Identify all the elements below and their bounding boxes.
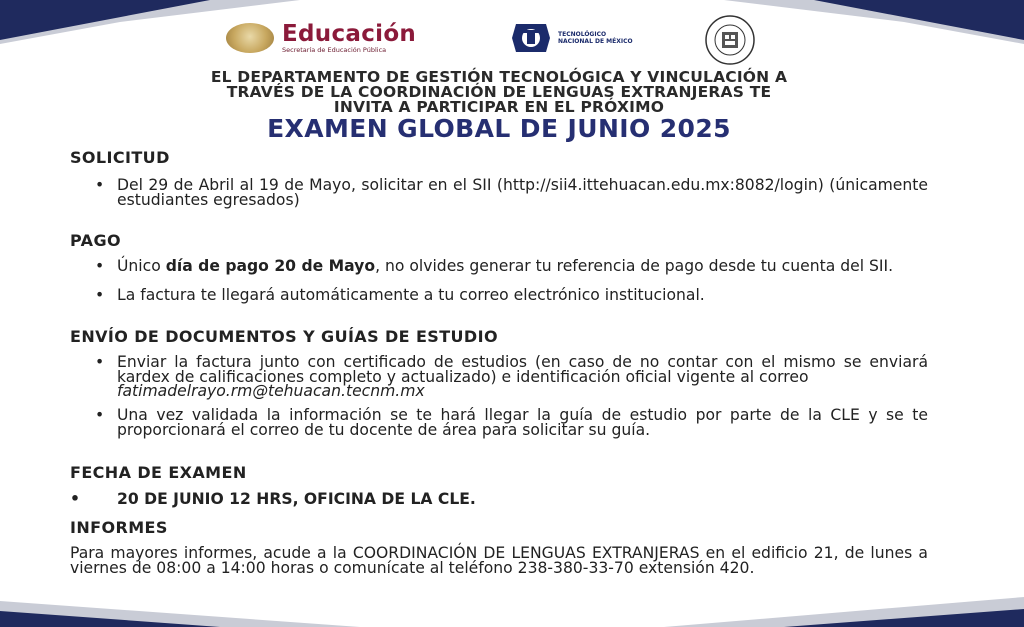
tecnm-line1: TECNOLÓGICO (558, 31, 607, 38)
envio-bullet-1 (95, 355, 928, 399)
intro-line-1: EL DEPARTAMENTO DE GESTIÓN TECNOLÓGICA Y VINCULACIÓN A (210, 68, 788, 86)
solicitud-text: Del 29 de Abril al 19 de Mayo, solicitar en el SII (http://sii4.ittehuacan.edu.mx:8082/login) (únicamente estudiantes egresados) (117, 176, 928, 209)
bottom-left-corner-band (0, 587, 360, 627)
pago-text-1-pre: Único (117, 257, 166, 275)
tecnm-line2: NACIONAL DE MÉXICO (558, 38, 633, 45)
envio-text-2: Una vez validada la información se te hará llegar la guía de estudio por parte de la CLE y se te proporcionará el correo de tu docente de área para solicitar su guía. (117, 406, 928, 439)
intro-line-2: TRAVÉS DE LA COORDINACIÓN DE LENGUAS EXTRANJERAS TE (226, 83, 772, 101)
tecnm-gear-icon (510, 20, 552, 56)
envio-heading: ENVÍO DE DOCUMENTOS Y GUÍAS DE ESTUDIO (70, 327, 498, 346)
bullet-dot: • (70, 490, 80, 508)
fecha-bullet (70, 492, 903, 507)
tecnm-logo (510, 20, 633, 56)
pago-heading: PAGO (70, 231, 121, 250)
pago-text-1-post: , no olvides generar tu referencia de pago desde tu cuenta del SII. (375, 257, 894, 275)
pago-text-2: La factura te llegará automáticamente a tu correo electrónico institucional. (117, 286, 705, 304)
header-logos (0, 14, 1024, 64)
solicitud-heading: SOLICITUD (70, 148, 170, 167)
fecha-heading: FECHA DE EXAMEN (70, 463, 247, 482)
ittehuacan-logo (697, 14, 763, 70)
intro-block (70, 70, 928, 143)
educacion-wordmark: Educación (282, 21, 417, 47)
pago-text-1 (117, 259, 928, 274)
pago-day-bold: día de pago 20 de Mayo (165, 257, 376, 275)
solicitud-bullet (95, 178, 928, 207)
pago-bullet-1 (95, 259, 928, 274)
envio-text-1: Enviar la factura junto con certificado de estudios (en caso de no contar con el mismo se enviará kardex de calificaciones completo y actualizado) e identificación oficial vigente al correo (117, 353, 928, 386)
sep-educacion-logo (226, 22, 416, 54)
fecha-text: 20 DE JUNIO 12 HRS, OFICINA DE LA CLE. (117, 490, 476, 508)
intro-line-3: INVITA A PARTICIPAR EN EL PRÓXIMO (333, 98, 665, 116)
bullet-dot: • (95, 286, 105, 304)
bullet-dot: • (95, 353, 105, 371)
pago-bullet-2 (95, 288, 928, 303)
mexico-seal-icon (226, 23, 274, 53)
informes-heading: INFORMES (70, 518, 168, 537)
ittehuacan-crest-icon (697, 14, 763, 66)
bullet-dot: • (95, 406, 105, 424)
informes-paragraph: Para mayores informes, acude a la COORDINACIÓN DE LENGUAS EXTRANJERAS en el edificio 21, de lunes a viernes de 08:00 a 14:00 horas o comunícate al teléfono 238-380-33-70 extensión 420. (70, 544, 928, 577)
exam-title: EXAMEN GLOBAL DE JUNIO 2025 (267, 114, 731, 143)
contact-email-link[interactable]: fatimadelrayo.rm@tehuacan.tecnm.mx (117, 382, 425, 401)
bullet-dot: • (95, 257, 105, 275)
bullet-dot: • (95, 176, 105, 194)
sep-subtitle: Secretaría de Educación Pública (282, 46, 387, 54)
bottom-right-corner-band (664, 587, 1024, 627)
envio-bullet-2 (95, 408, 928, 437)
